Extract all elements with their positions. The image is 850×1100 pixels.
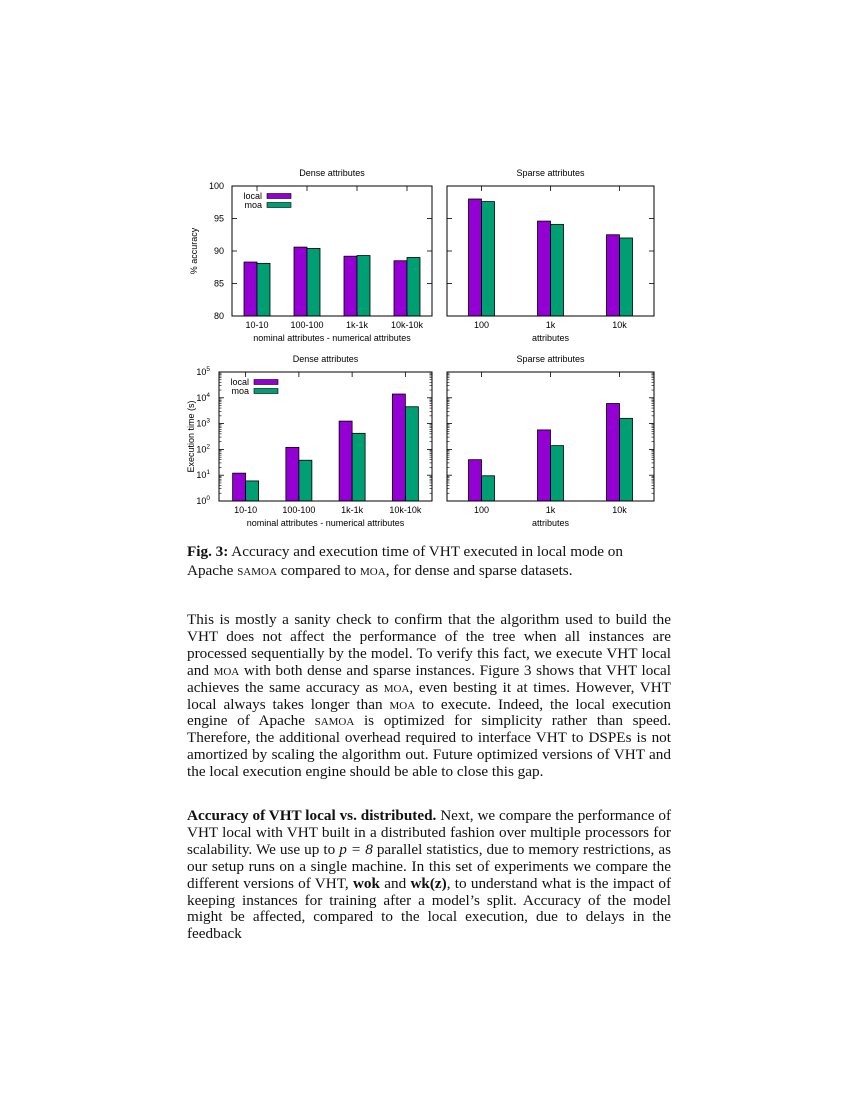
- x-axis-label: nominal attributes - numerical attributes: [246, 518, 405, 528]
- bar-moa-100: [482, 202, 495, 316]
- y-tick-label: 100: [208, 181, 224, 191]
- x-tick-label: 1k-1k: [345, 320, 369, 330]
- y-axis-label: % accuracy: [189, 227, 199, 275]
- x-tick-label: 10k-10k: [390, 320, 424, 330]
- bar-local-1k-1k: [339, 421, 352, 501]
- chart-title: Sparse attributes: [516, 354, 585, 364]
- bar-local-100: [469, 460, 482, 501]
- bar-local-100-100: [286, 447, 299, 501]
- bar-local-100-100: [294, 247, 307, 316]
- bar-local-10k-10k: [394, 261, 407, 316]
- x-tick-label: 10k: [612, 505, 627, 515]
- term-wkz: wk(z): [410, 874, 447, 892]
- bar-moa-10k-10k: [407, 258, 420, 317]
- legend-label: moa: [244, 200, 262, 210]
- x-tick-label: 100: [473, 505, 490, 515]
- x-tick-label: 10k-10k: [389, 505, 422, 515]
- bar-local-10k: [607, 235, 620, 316]
- bar-moa-1k-1k: [352, 433, 365, 501]
- y-axis-label: Execution time (s): [186, 400, 196, 473]
- bar-moa-1k-1k: [357, 256, 370, 316]
- x-tick-label: 10k: [612, 320, 627, 330]
- bar-moa-100: [482, 476, 495, 501]
- legend-swatch-local: [254, 380, 278, 385]
- bar-local-10-10: [233, 473, 246, 501]
- chart-title: Dense attributes: [292, 354, 359, 364]
- x-tick-label: 100-100: [290, 320, 324, 330]
- x-axis-label: attributes: [531, 333, 570, 343]
- bar-local-100: [469, 199, 482, 316]
- x-axis-label: nominal attributes - numerical attributes: [253, 333, 411, 343]
- y-tick-label: $10^5$: [196, 366, 210, 377]
- term-wok: wok: [352, 874, 380, 892]
- y-tick-label: 80: [213, 311, 224, 321]
- x-tick-label: 1k-1k: [341, 505, 364, 515]
- legend-swatch-moa: [254, 389, 278, 394]
- y-tick-label: 90: [213, 246, 224, 256]
- x-tick-label: 100-100: [282, 505, 316, 515]
- bar-moa-10k-10k: [405, 407, 418, 501]
- x-tick-label: 10-10: [234, 505, 258, 515]
- figure-3: [0, 0, 850, 540]
- legend-label: moa: [231, 386, 249, 396]
- x-tick-label: 10-10: [245, 320, 269, 330]
- legend-swatch-moa: [267, 203, 291, 208]
- y-tick-label: $10^4$: [196, 391, 210, 403]
- y-tick-label: $10^2$: [196, 443, 210, 455]
- chart-title: Dense attributes: [299, 168, 365, 178]
- bar-local-1k: [538, 430, 551, 501]
- bar-moa-100-100: [307, 248, 320, 316]
- bar-local-1k: [538, 221, 551, 316]
- x-tick-label: 1k: [545, 320, 556, 330]
- bar-moa-10k: [620, 238, 633, 316]
- bar-local-10k: [607, 404, 620, 501]
- x-axis-label: attributes: [531, 518, 570, 528]
- x-tick-label: 100: [473, 320, 490, 330]
- bar-moa-100-100: [299, 460, 312, 501]
- caption-label: Fig. 3:: [187, 543, 229, 560]
- y-tick-label: $10^0$: [196, 495, 210, 506]
- legend-swatch-local: [267, 194, 291, 199]
- bar-moa-1k: [551, 446, 564, 501]
- paragraph-sanity-check: This is mostly a sanity check to confirm that the algorithm used to build the VHT does not affect the performance of the tree when all instances are processed sequentially by the model. To verify this fact, we execute VHT local and moa with both dense and sparse instances. Figure 3 shows that VHT local achieves the same accuracy as moa, even besting it at times. However, VHT local always takes longer than moa to execute. Indeed, the local execution engine of Apache samoa is optimized for simplicity rather than speed. Therefore, the additional overhead required to interface VHT to DSPEs is not amortized by scaling the algorithm out. Future optimized versions of VHT and the local execution engine should be able to close this gap.: [187, 611, 671, 781]
- figure-caption: Fig. 3: Accuracy and execution time of VHT executed in local mode on Apache samoa compared to moa, for dense and sparse datasets.: [187, 543, 623, 579]
- bar-moa-10k: [620, 418, 633, 501]
- paragraph-local-vs-distributed: Accuracy of VHT local vs. distributed. Next, we compare the performance of VHT local with VHT built in a distributed fashion over multiple processors for scalability. We use up to p = 8 parallel statistics, due to memory restrictions, as our setup runs on a single machine. In this set of experiments we compare the different versions of VHT, wok and wk(z), to understand what is the impact of keeping instances for training after a model’s split. Accuracy of the model might be affected, compared to the local execution, due to delays in the feedback: [187, 807, 672, 943]
- chart-title: Sparse attributes: [516, 168, 585, 178]
- y-tick-label: 85: [213, 278, 224, 289]
- bar-local-10-10: [244, 262, 257, 316]
- legend-label: local: [243, 191, 262, 201]
- bar-local-1k-1k: [344, 256, 357, 316]
- bar-local-10k-10k: [392, 394, 405, 501]
- bar-moa-10-10: [257, 263, 270, 316]
- paragraph-heading: Accuracy of VHT local vs. distributed.: [187, 807, 437, 824]
- math-p: p = 8: [339, 840, 373, 858]
- y-tick-label: 95: [213, 213, 224, 224]
- bar-moa-1k: [551, 224, 564, 316]
- y-tick-label: $10^3$: [196, 417, 210, 429]
- x-tick-label: 1k: [545, 505, 556, 515]
- legend-label: local: [230, 377, 249, 387]
- bar-moa-10-10: [246, 481, 259, 501]
- y-tick-label: $10^1$: [196, 469, 210, 481]
